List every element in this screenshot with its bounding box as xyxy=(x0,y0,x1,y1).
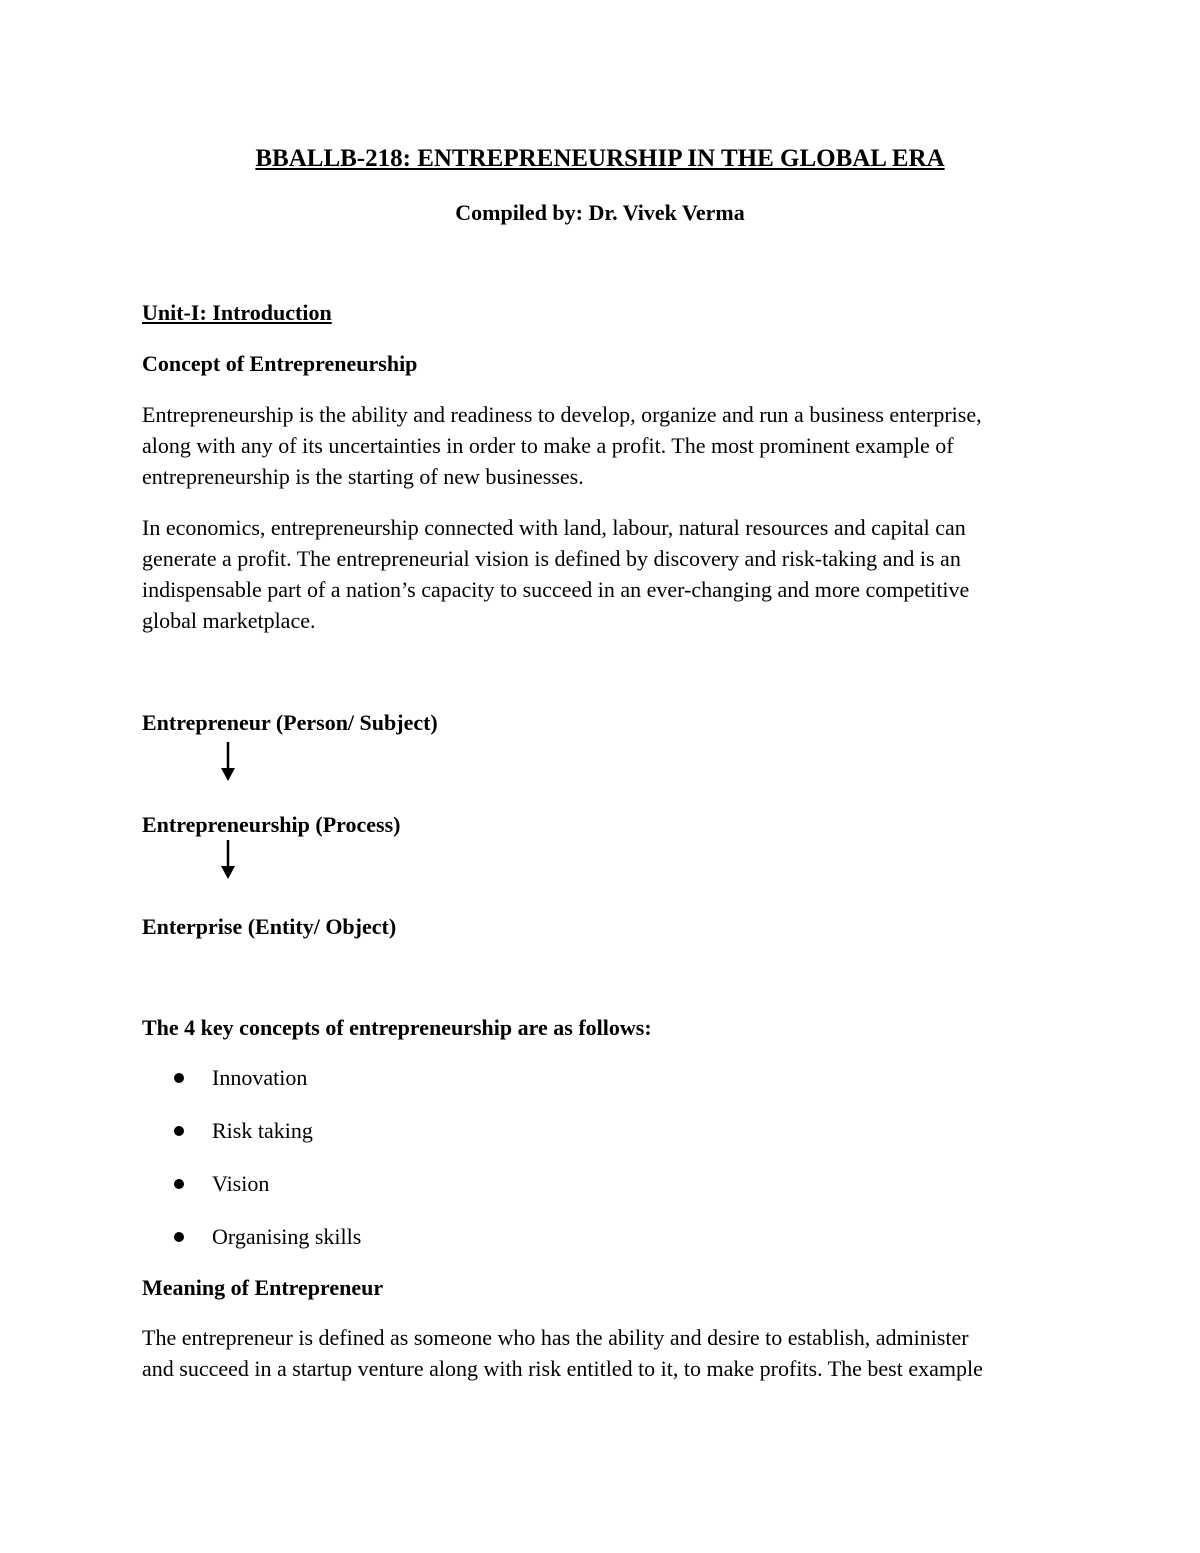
list-item-label: Organising skills xyxy=(212,1224,362,1249)
meaning-heading: Meaning of Entrepreneur xyxy=(142,1275,384,1300)
bullet-dot-icon xyxy=(174,1126,184,1136)
unit-heading: Unit-I: Introduction xyxy=(142,300,332,325)
paragraph-line: Entrepreneurship is the ability and readiness to develop, organize and run a business enterprise, xyxy=(142,402,982,427)
meaning-paragraph xyxy=(142,1322,1062,1384)
flow-step-entrepreneur: Entrepreneur (Person/ Subject) xyxy=(142,710,438,735)
concept-heading: Concept of Entrepreneurship xyxy=(142,351,418,376)
paragraph-line: indispensable part of a nation’s capacity to succeed in an ever-changing and more competitive xyxy=(142,577,970,602)
list-item-label: Innovation xyxy=(212,1065,308,1090)
list-item-label: Vision xyxy=(212,1171,270,1196)
bullet-dot-icon xyxy=(174,1232,184,1242)
flow-step-entrepreneurship: Entrepreneurship (Process) xyxy=(142,812,401,837)
paragraph-line: In economics, entrepreneurship connected with land, labour, natural resources and capital can xyxy=(142,515,966,540)
down-arrow-icon xyxy=(218,838,238,880)
paragraph-line: entrepreneurship is the starting of new businesses. xyxy=(142,464,584,489)
bullet-dot-icon xyxy=(174,1179,184,1189)
flow-step-enterprise: Enterprise (Entity/ Object) xyxy=(142,914,397,939)
paragraph-line: generate a profit. The entrepreneurial vision is defined by discovery and risk-taking and is an xyxy=(142,546,961,571)
paragraph-line: global marketplace. xyxy=(142,608,316,633)
document-title: BBALLB-218: ENTREPRENEURSHIP IN THE GLOBAL ERA xyxy=(255,145,945,172)
bullet-dot-icon xyxy=(174,1073,184,1083)
key-concepts-heading: The 4 key concepts of entrepreneurship are as follows: xyxy=(142,1015,652,1040)
paragraph-line: along with any of its uncertainties in order to make a profit. The most prominent example of xyxy=(142,433,954,458)
concept-paragraph xyxy=(142,399,1062,492)
economics-paragraph xyxy=(142,512,1062,636)
compiled-by: Compiled by: Dr. Vivek Verma xyxy=(455,200,745,225)
down-arrow-icon xyxy=(218,740,238,782)
list-item-label: Risk taking xyxy=(212,1118,313,1143)
paragraph-line: The entrepreneur is defined as someone who has the ability and desire to establish, administer xyxy=(142,1325,969,1350)
paragraph-line: and succeed in a startup venture along with risk entitled to it, to make profits. The best example xyxy=(142,1356,983,1381)
